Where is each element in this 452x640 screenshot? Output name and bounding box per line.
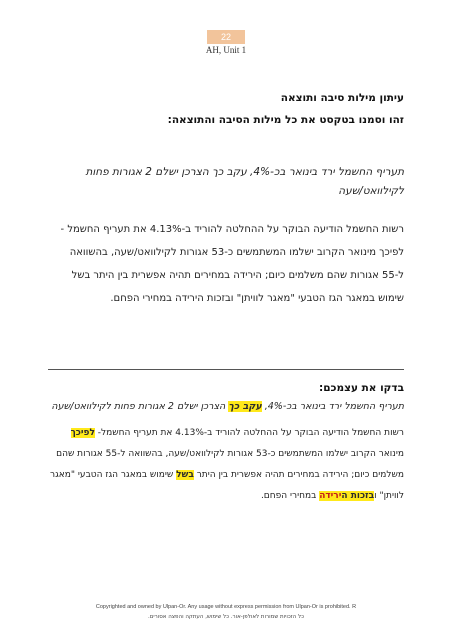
footer-copyright — [0, 604, 452, 610]
answer-example-sentence — [48, 401, 404, 412]
answer-para-part4: במחירי הפחם. — [260, 491, 320, 501]
section-heading: עיתון מילות סיבה ותוצאה — [280, 92, 404, 104]
answer-para-part3: שימוש במאגר הגז הטבעי "מאגר לוויתן" ו — [50, 470, 404, 501]
highlight-because-of: בשל — [176, 470, 194, 480]
answer-para-part1: רשות החשמל הודיעה הבוקר על ההחלטה להוריד ב-4.13% את תעריף החשמל- — [94, 428, 404, 438]
section-divider — [48, 369, 404, 370]
example-sentence: תעריף החשמל ירד בינואר בכ-4%, עקב כך הצרכן ישלם 2 אגורות פחות לקילוואט/שעה — [85, 166, 404, 197]
answer-para-part2: מינואר הקרוב ישלמו המשתמשים כ-53 אגורות לקילוואט/שעה, בהשוואה ל-55 אגורות שהם משלמים כיום; הירידה במחירים תהיה אפשרית בין היתר — [56, 449, 404, 480]
highlight-therefore: לפיכך — [70, 428, 95, 438]
answer-sentence-before: תעריף החשמל ירד בינואר בכ-4%, — [261, 401, 404, 412]
footer-hebrew-notice — [0, 614, 452, 620]
answer-paragraph — [48, 423, 404, 507]
check-yourselves-title: בדקו את עצמכם: — [319, 382, 404, 394]
footer-reg-mark: R — [352, 604, 357, 610]
instruction-text: זהו וסמנו בטקסט את כל מילות הסיבה והתוצאה: — [167, 114, 404, 126]
answer-sentence-after: הצרכן ישלם 2 אגורות פחות לקילוואט/שעה — [51, 401, 229, 412]
unit-label: AH, Unit 1 — [205, 45, 247, 55]
highlight-cause-word: עקב כך — [228, 401, 262, 412]
highlight-decrease: ירידה — [319, 491, 342, 501]
footer-copyright-text: Copyrighted and owned by Ulpan-Or. Any usage without express permission from Ulpan-Or is prohibited. — [95, 604, 353, 610]
exercise-paragraph: רשות החשמל הודיעה הבוקר על ההחלטה להוריד ב-4.13% את תעריף החשמל - לפיכך מינואר הקרוב ישלמו המשתמשים כ-53 אגורות לקילוואט/שעה, בהשוואה ל-55 אגורות שהם משלמים כיום; הירידה במחירים תהיה אפשרית בין היתר בשל שימוש במאגר הגז הטבעי "מאגר לוויתן" ובזכות הירידה במחירי הפחם. — [60, 224, 404, 304]
page-number-badge: 22 — [207, 30, 245, 44]
highlight-thanks-to: בזכות ה — [341, 491, 375, 501]
footer-hebrew-text: כל הזכויות שמורות לאולפן-אור. כל שימוש, העתקה והפצה אסורים. — [147, 614, 305, 620]
